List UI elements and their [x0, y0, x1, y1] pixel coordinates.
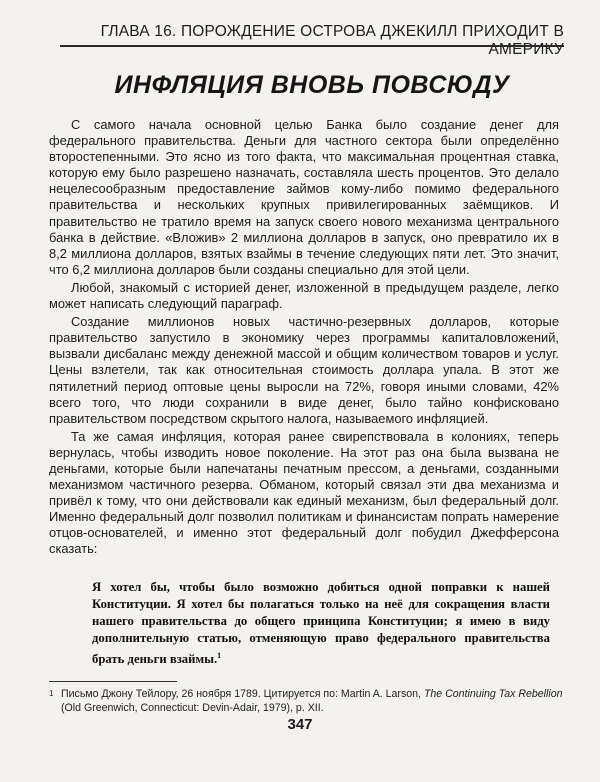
footnote-reference: 1 — [217, 651, 222, 660]
footnote-text-before: Письмо Джону Тейлору, 26 ноября 1789. Цитируется по: Martin A. Larson, — [61, 688, 424, 700]
paragraph: С самого начала основной целью Банка было создание денег для федерального правительства. Деньги для частного сектора были определённо второстепенными. Это ясно из того факта, что максимальная процентная ставка, которую ему было разрешено назначать, составляла шесть процентов. Это делало нецелесообразным предоставление займов кому-либо помимо федерального правительства и нескольких крупных привилегированных заёмщиков. И правительство не тратило время на запуск своего нового механизма центрального банка в действие. «Вложив» 2 миллиона долларов в запуск, оно превратило их в 8,2 миллиона долларов, взятых взаймы в течение следующих пяти лет. Это значит, что 6,2 миллиона долларов были созданы специально для этой цели. — [49, 117, 559, 277]
footnote-book-title: The Continuing Tax Rebellion — [423, 688, 563, 700]
section-title: ИНФЛЯЦИЯ ВНОВЬ ПОВСЮДУ — [114, 71, 510, 99]
footnote-text-after: (Old Greenwich, Connecticut: Devin-Adair, 1979), p. XII. — [61, 702, 324, 714]
body-text — [49, 117, 559, 560]
footnote-rule — [49, 681, 177, 682]
paragraph: Любой, знакомый с историей денег, изложенной в предыдущем разделе, легко может написать следующий параграф. — [49, 279, 559, 312]
footnote-marker: 1 — [49, 689, 54, 698]
running-head: ГЛАВА 16. ПОРОЖДЕНИЕ ОСТРОВА ДЖЕКИЛЛ ПРИХОДИТ В АМЕРИКУ — [100, 23, 564, 58]
footnote — [49, 687, 576, 715]
paragraph: Та же самая инфляция, которая ранее свирепствовала в колониях, теперь вернулась, чтобы изводить новое поколение. На этот раз она была вызвана не деньгами, которые были напечатаны печатным прессом, а деньгами, созданными механизмом частичного резерва. Обманом, который связал эти два механизма и привёл к тому, что они действовали как единый механизм, был федеральный долг. Именно федеральный долг позволил политикам и финансистам попрать намерение отцов-основателей, и именно этот федеральный долг побудил Джефферсона сказать: — [49, 428, 559, 557]
quote-text: Я хотел бы, чтобы было возможно добиться одной поправки к нашей Конституции. Я хотел бы полагаться только на неё для сокращения власти нашего правительства до общего принципа Конституции; я имею в виду дополнительную статью, отменяющую право федерального правительства брать деньги взаймы. — [92, 580, 550, 667]
header-rule — [60, 45, 564, 47]
paragraph: Создание миллионов новых частично-резервных долларов, которые правительство запустило в экономику через программы капиталовложений, вызвали дисбаланс между денежной массой и общим количеством товаров и услуг. Цены взлетели, так как относительная стоимость доллара упала. В этот же пятилетний период оптовые цены выросли на 72%, говоря иными словами, 42% всего того, что люди сохранили в виде денег, было тайно конфисковано правительством посредством скрытого налога, называемого инфляцией. — [49, 314, 559, 426]
page-number: 347 — [287, 716, 313, 733]
block-quote — [92, 579, 550, 668]
